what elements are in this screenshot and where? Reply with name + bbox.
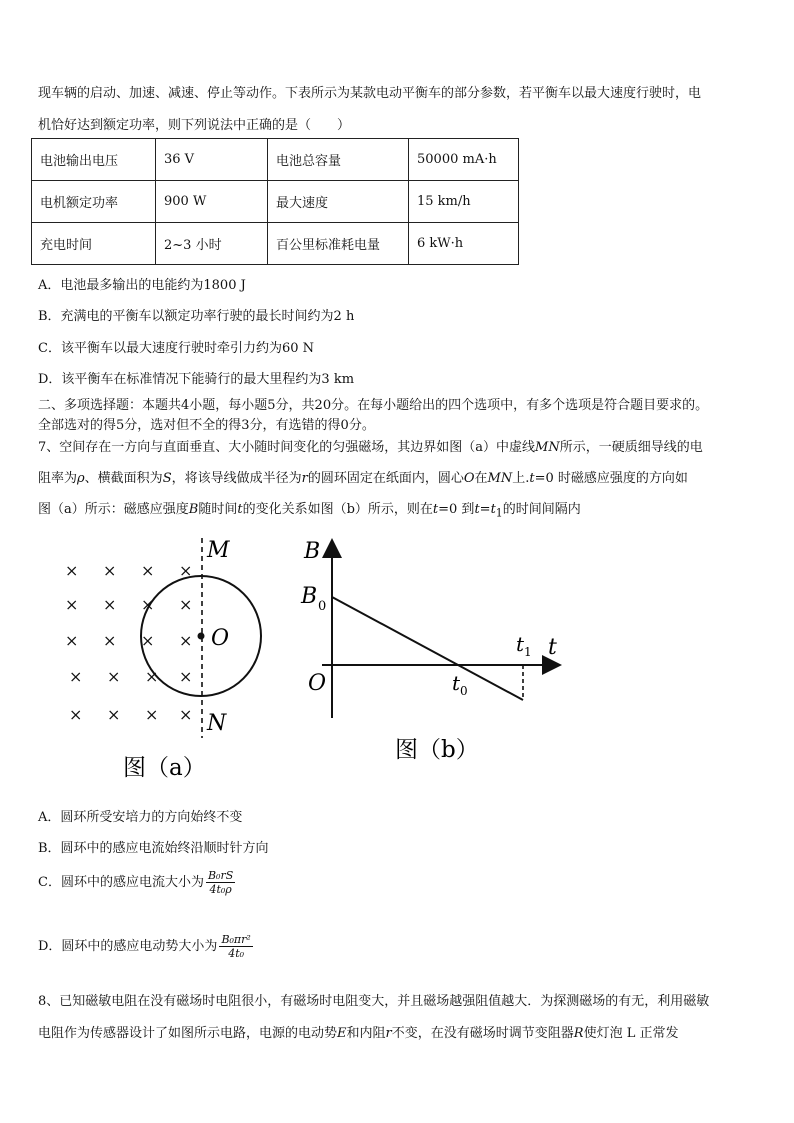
q6-option-c: C．该平衡车以最大速度行驶时牵引力约为60 N bbox=[38, 341, 314, 356]
svg-text:×: × bbox=[141, 561, 155, 580]
svg-text:×: × bbox=[103, 631, 117, 650]
q7-stem-line-2: 阻率为ρ、横截面积为S，将该导线做成半径为r的圆环固定在纸面内，圆心O在MN上.t=0 时磁感应强度的方向如 bbox=[38, 471, 688, 486]
magnetic-field-into-page-marks bbox=[65, 561, 192, 724]
svg-text:×: × bbox=[145, 667, 159, 686]
q6-option-d: D．该平衡车在标准情况下能骑行的最大里程约为3 km bbox=[38, 372, 355, 387]
q7-option-b: B．圆环中的感应电流始终沿顺时针方向 bbox=[38, 841, 269, 856]
q7-option-d: D．圆环中的感应电动势大小为 $\frac{\text{B₀πr²}}{\text{4t₀}}$ bbox=[38, 933, 251, 960]
table-cell: 2~3 小时 bbox=[156, 223, 268, 265]
figure-a bbox=[55, 530, 285, 785]
table-cell: 900 W bbox=[156, 181, 268, 223]
table-row bbox=[32, 139, 519, 181]
label-t0: t bbox=[452, 671, 461, 695]
q8-line-1: 8、已知磁敏电阻在没有磁场时电阻很小，有磁场时电阻变大，并且磁场越强阻值越大．为探测磁场的有无，利用磁敏 bbox=[38, 994, 710, 1009]
table-row bbox=[32, 223, 519, 265]
q7-option-c: C．圆环中的感应电流大小为 $\frac{\text{B₀rS}}{\text{4t₀ρ}}$ bbox=[38, 869, 234, 896]
table-cell: 6 kW·h bbox=[409, 223, 519, 265]
intro-line-1: 现车辆的启动、加速、减速、停止等动作。下表所示为某款电动平衡车的部分参数，若平衡车以最大速度行驶时，电 bbox=[38, 86, 702, 101]
svg-text:×: × bbox=[65, 595, 79, 614]
svg-text:×: × bbox=[145, 705, 159, 724]
svg-text:×: × bbox=[65, 631, 79, 650]
q8-line-2: 电阻作为传感器设计了如图所示电路，电源的电动势E和内阻r不变，在没有磁场时调节变阻器R使灯泡 L 正常发 bbox=[38, 1026, 679, 1041]
label-t0-subscript: 0 bbox=[460, 684, 468, 698]
q6-option-a: A．电池最多输出的电能约为1800 J bbox=[38, 278, 246, 293]
q6-option-b: B．充满电的平衡车以额定功率行驶的最长时间约为2 h bbox=[38, 309, 355, 324]
figure-b bbox=[295, 530, 570, 775]
figure-a-caption: 图（a） bbox=[123, 755, 206, 781]
q7-option-c-fraction: $\frac{\text{B₀rS}}{\text{4t₀ρ}}$ bbox=[207, 869, 234, 896]
q7-option-d-fraction: $\frac{\text{B₀πr²}}{\text{4t₀}}$ bbox=[221, 933, 251, 960]
axis-label-b: B bbox=[304, 539, 321, 564]
table-cell: 电机额定功率 bbox=[32, 181, 156, 223]
svg-text:×: × bbox=[179, 631, 193, 650]
table-cell: 充电时间 bbox=[32, 223, 156, 265]
table-cell: 电池输出电压 bbox=[32, 139, 156, 181]
table-cell: 百公里标准耗电量 bbox=[268, 223, 409, 265]
label-n: N bbox=[207, 711, 227, 736]
figure-a-diagram bbox=[55, 530, 285, 785]
svg-text:×: × bbox=[107, 705, 121, 724]
svg-text:×: × bbox=[179, 595, 193, 614]
svg-text:×: × bbox=[141, 595, 155, 614]
label-o: O bbox=[211, 626, 230, 651]
svg-text:×: × bbox=[107, 667, 121, 686]
svg-text:×: × bbox=[103, 595, 117, 614]
table-row bbox=[32, 181, 519, 223]
svg-text:×: × bbox=[69, 705, 83, 724]
figure-b-graph bbox=[295, 530, 570, 775]
svg-text:×: × bbox=[141, 631, 155, 650]
svg-text:×: × bbox=[179, 561, 193, 580]
section-heading-line-1: 二、多项选择题：本题共4小题，每小题5分，共20分。在每小题给出的四个选项中，有多个选项是符合题目要求的。 bbox=[38, 398, 709, 413]
svg-text:×: × bbox=[179, 667, 193, 686]
q7-stem-line-1: 7、空间存在一方向与直面垂直、大小随时间变化的匀强磁场，其边界如图（a）中虚线MN所示，一硬质细导线的电 bbox=[38, 440, 703, 455]
parameter-table bbox=[31, 138, 519, 265]
figure-b-caption: 图（b） bbox=[395, 737, 479, 763]
b-vs-t-line bbox=[332, 597, 523, 700]
label-b0-subscript: 0 bbox=[318, 599, 327, 614]
q7-option-a: A．圆环所受安培力的方向始终不变 bbox=[38, 810, 243, 825]
label-m: M bbox=[207, 538, 230, 563]
table-cell: 15 km/h bbox=[409, 181, 519, 223]
table-cell: 36 V bbox=[156, 139, 268, 181]
table-cell: 最大速度 bbox=[268, 181, 409, 223]
svg-text:×: × bbox=[69, 667, 83, 686]
center-point bbox=[198, 633, 205, 640]
intro-line-2: 机恰好达到额定功率，则下列说法中正确的是（ ） bbox=[38, 118, 351, 133]
svg-text:×: × bbox=[65, 561, 79, 580]
origin-label: O bbox=[308, 671, 327, 696]
table-cell: 50000 mA·h bbox=[409, 139, 519, 181]
label-t1-subscript: 1 bbox=[524, 645, 532, 659]
svg-text:×: × bbox=[103, 561, 117, 580]
q7-stem-line-3: 图（a）所示：磁感应强度B随时间t的变化关系如图（b）所示，则在t=0 到$t=t_1$的时间间隔内 bbox=[38, 502, 581, 520]
table-cell: 电池总容量 bbox=[268, 139, 409, 181]
label-t1: t bbox=[516, 632, 525, 656]
svg-text:×: × bbox=[179, 705, 193, 724]
axis-label-t: t bbox=[548, 635, 557, 660]
section-heading-line-2: 全部选对的得5分，选对但不全的得3分，有选错的得0分。 bbox=[38, 418, 375, 433]
q7-stem bbox=[38, 432, 756, 529]
label-b0: B bbox=[301, 584, 318, 609]
